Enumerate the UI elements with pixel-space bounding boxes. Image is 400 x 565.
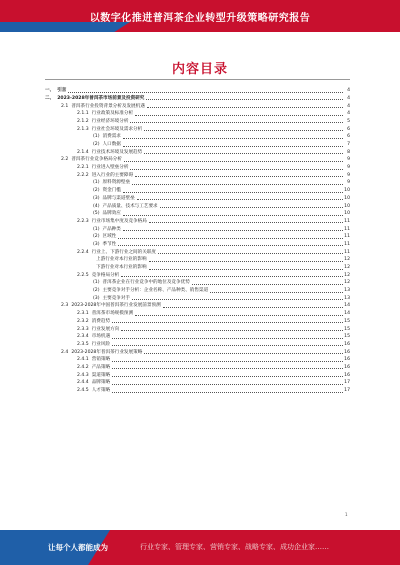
toc-entry-title: 普洱茶行业投资背景分析及发展机遇 <box>71 103 145 109</box>
toc-leader-dots <box>146 98 343 100</box>
toc-entry-number: 2.4.3 <box>77 372 89 378</box>
toc-entry-title: 品牌效应 <box>102 211 121 217</box>
toc-leader-dots <box>144 352 343 354</box>
toc-entry[interactable] <box>45 294 350 302</box>
toc-leader-dots <box>112 383 343 385</box>
toc-entry-number: 2.1 <box>61 103 69 109</box>
toc-entry-number: 2.1.4 <box>77 149 89 155</box>
toc-entry[interactable] <box>45 155 350 163</box>
toc-entry-title: 市场机遇 <box>91 334 111 340</box>
toc-entry[interactable] <box>45 117 350 125</box>
toc-leader-dots <box>121 275 343 277</box>
toc-leader-dots <box>123 229 343 231</box>
toc-leader-dots <box>112 337 343 339</box>
toc-entry-page: 12 <box>344 265 350 270</box>
toc-entry-title: 人才策略 <box>91 388 111 393</box>
toc-entry-title: 普洱茶市场规模预测 <box>91 311 134 317</box>
toc-entry-title: 营销策略 <box>91 357 111 363</box>
toc-entry-title: 人口数据 <box>102 142 121 147</box>
toc-entry-title: 行业风险 <box>91 341 111 347</box>
toc-leader-dots <box>149 221 343 223</box>
toc-entry-number: 2.4.1 <box>77 357 89 363</box>
toc-leader-dots <box>130 121 343 123</box>
toc-entry-page: 17 <box>344 380 350 386</box>
toc-heading: 内容目录 <box>171 62 228 77</box>
toc-entry[interactable] <box>45 86 350 94</box>
toc-entry-title: 2023-2028年普洱茶市场前景及投资研究 <box>57 95 145 101</box>
toc-entry-title: 上游行业对本行业的影响 <box>96 257 147 263</box>
toc-leader-dots <box>132 183 343 185</box>
toc-entry-number: (1) <box>93 134 100 140</box>
toc-entry-page: 15 <box>344 326 350 332</box>
toc-entry-title: 渠道策略 <box>91 372 111 378</box>
toc-entry-page: 4 <box>347 111 350 117</box>
toc-entry-page: 16 <box>344 364 350 370</box>
toc-entry[interactable] <box>45 363 350 371</box>
toc-leader-dots <box>132 298 343 300</box>
page-number: 1 <box>345 512 348 517</box>
toc-entry-page: 7 <box>347 142 350 147</box>
toc-entry-title: 主要竞争对手 <box>102 295 131 301</box>
toc-entry-page: 15 <box>344 318 350 324</box>
toc-entry[interactable] <box>45 355 350 363</box>
toc-entry[interactable] <box>45 186 350 194</box>
toc-leader-dots <box>112 360 343 362</box>
toc-entry-number: 2.3.3 <box>77 326 89 332</box>
toc-leader-dots <box>137 198 343 200</box>
toc-entry[interactable] <box>45 255 350 263</box>
toc-entry[interactable] <box>45 286 350 294</box>
toc-entry-page: 13 <box>344 295 350 301</box>
toc-leader-dots <box>144 129 343 131</box>
toc-entry-page: 9 <box>347 180 350 186</box>
toc-entry[interactable] <box>45 163 350 171</box>
toc-entry[interactable] <box>45 263 350 271</box>
toc-entry-page: 10 <box>344 195 350 201</box>
toc-entry-page: 9 <box>347 165 350 171</box>
page-footer <box>0 530 400 565</box>
toc-leader-dots <box>121 329 343 331</box>
toc-entry-number: (5) <box>93 211 100 217</box>
toc-entry-title: 行业政策及标准分析 <box>91 111 134 117</box>
toc-leader-dots <box>123 191 343 193</box>
toc-entry[interactable] <box>45 224 350 232</box>
toc-leader-dots <box>123 145 343 147</box>
toc-entry-title: 2023-2028年普洱茶行业发展策略 <box>71 349 143 355</box>
toc-leader-dots <box>123 214 343 216</box>
toc-entry[interactable] <box>45 101 350 109</box>
toc-leader-dots <box>149 268 343 270</box>
toc-entry[interactable] <box>45 148 350 156</box>
toc-entry-number: 2.4 <box>61 349 69 355</box>
toc-entry-page: 4 <box>347 88 350 94</box>
toc-entry-page: 12 <box>344 272 350 278</box>
toc-entry-title: 行业社会环境及需求分析 <box>91 126 143 132</box>
toc-entry-number: 2.1.1 <box>77 111 89 117</box>
toc-entry-title: 普洱茶企业在行业竞争中的地位及竞争优势 <box>102 280 190 286</box>
toc-entry-page: 14 <box>344 303 350 309</box>
toc-entry-number: 2.2.2 <box>77 172 89 178</box>
toc-entry[interactable] <box>45 301 350 309</box>
toc-entry-number: 2.2 <box>61 157 69 163</box>
toc-entry[interactable] <box>45 217 350 225</box>
toc-entry[interactable] <box>45 132 350 140</box>
toc-entry-page: 11 <box>344 218 350 224</box>
toc-entry[interactable] <box>45 340 350 348</box>
toc-entry-number: 二、 <box>45 95 55 101</box>
toc-leader-dots <box>135 314 343 316</box>
toc-entry-title: 原料资源壁垒 <box>102 180 131 186</box>
toc-entry-page: 6 <box>347 126 350 132</box>
toc-entry-number: 2.4.5 <box>77 388 89 393</box>
toc-entry-page: 8 <box>347 149 350 155</box>
toc-entry[interactable] <box>45 378 350 386</box>
toc-entry-title: 下游行业对本行业的影响 <box>96 265 147 270</box>
toc-entry-number: (2) <box>93 188 100 194</box>
toc-entry-title: 2023-2028年中国普洱茶行业发展前景预测 <box>71 303 161 309</box>
toc-entry-page: 9 <box>347 172 350 178</box>
toc-leader-dots <box>124 160 343 162</box>
toc-entry-title: 品牌与渠道壁垒 <box>102 195 135 201</box>
toc-entry-page: 16 <box>344 341 350 347</box>
toc-entry-title: 引言 <box>57 88 67 94</box>
toc-entry-title: 行业技术环境及发展趋势 <box>91 149 143 155</box>
toc-entry-page: 6 <box>347 134 350 140</box>
toc-leader-dots <box>112 321 343 323</box>
toc-entry-title: 资金门槛 <box>102 188 121 194</box>
toc-entry[interactable] <box>45 247 350 255</box>
toc-entry-title: 季节性 <box>102 241 117 247</box>
toc-entry-number: 2.3.5 <box>77 341 89 347</box>
toc-leader-dots <box>135 114 343 116</box>
toc-entry[interactable] <box>45 232 350 240</box>
toc-entry-number: 2.3.1 <box>77 311 89 317</box>
toc-entry-title: 区域性 <box>102 234 117 240</box>
toc-entry-number: 2.4.2 <box>77 364 89 370</box>
toc-leader-dots <box>147 106 343 108</box>
toc-entry-page: 4 <box>347 103 350 109</box>
toc-entry[interactable] <box>45 278 350 286</box>
toc-leader-dots <box>112 367 343 369</box>
toc-entry-title: 消费需求 <box>102 134 121 140</box>
toc-entry-title: 普洱茶行业竞争格局分析 <box>71 157 122 163</box>
toc-entry[interactable] <box>45 324 350 332</box>
toc-entry-page: 9 <box>347 157 350 163</box>
toc-entry-number: (1) <box>93 280 100 286</box>
toc-entry-number: 2.2.3 <box>77 218 89 224</box>
toc-entry-number: (1) <box>93 180 100 186</box>
toc-entry-title: 行业发展方向 <box>91 326 120 332</box>
footer-tagline: 行业专家、管理专家、营销专家、战略专家、成功企业家…… <box>140 543 329 551</box>
toc-entry[interactable] <box>45 309 350 317</box>
toc-leader-dots <box>123 137 343 139</box>
toc-leader-dots <box>144 152 343 154</box>
toc-entry[interactable] <box>45 332 350 340</box>
toc-entry-number: 2.4.4 <box>77 380 89 386</box>
toc-entry-title: 竞争格局分析 <box>91 272 120 278</box>
toc-entry-number: 2.2.5 <box>77 272 89 278</box>
toc-entry-number: (2) <box>93 288 100 294</box>
toc-entry-number: (3) <box>93 195 100 201</box>
toc-entry-number: (3) <box>93 295 100 301</box>
toc-entry-page: 16 <box>344 372 350 378</box>
toc-entry-title: 产品策略 <box>91 364 111 370</box>
toc-entry[interactable] <box>45 109 350 117</box>
toc-entry-number: 2.1.2 <box>77 118 89 124</box>
toc-entry-page: 16 <box>344 349 350 355</box>
page-header <box>0 0 400 32</box>
toc-entry-number: (3) <box>93 241 100 247</box>
toc-entry[interactable] <box>45 171 350 179</box>
toc-entry-page: 11 <box>344 241 350 247</box>
toc-entry[interactable] <box>45 124 350 132</box>
toc-entry[interactable] <box>45 201 350 209</box>
toc-entry-page: 12 <box>344 280 350 286</box>
toc-entry-number: 2.3.4 <box>77 334 89 340</box>
toc-entry[interactable] <box>45 317 350 325</box>
toc-leader-dots <box>130 168 343 170</box>
toc-entry-title: 产品质量、技术与工艺要求 <box>102 203 158 209</box>
toc-entry-number: (4) <box>93 203 100 209</box>
table-of-contents <box>45 86 350 394</box>
toc-leader-dots <box>112 391 343 393</box>
toc-entry-title: 行业市场集中度及竞争格局 <box>91 218 147 224</box>
toc-entry-page: 12 <box>344 257 350 263</box>
toc-leader-dots <box>118 237 343 239</box>
toc-entry-page: 10 <box>344 203 350 209</box>
toc-entry-page: 4 <box>347 95 350 101</box>
toc-entry-number: 2.2.1 <box>77 165 89 171</box>
toc-entry-title: 产品种类 <box>102 226 121 232</box>
toc-entry-page: 11 <box>344 234 350 240</box>
toc-entry-title: 行业经济环境分析 <box>91 118 129 124</box>
toc-entry-number: 一、 <box>45 88 55 94</box>
toc-entry[interactable] <box>45 271 350 279</box>
toc-entry[interactable] <box>45 209 350 217</box>
toc-entry-title: 进入行业的主要障碍 <box>91 172 134 178</box>
toc-entry-page: 10 <box>344 188 350 194</box>
toc-entry[interactable] <box>45 178 350 186</box>
toc-entry-page: 10 <box>344 211 350 217</box>
toc-entry-title: 主要竞争对手分析：企业名称、产品种类、销售渠道 <box>102 288 209 294</box>
toc-leader-dots <box>192 283 343 285</box>
toc-entry[interactable] <box>45 386 350 394</box>
toc-leader-dots <box>160 206 343 208</box>
toc-leader-dots <box>112 375 343 377</box>
toc-entry[interactable] <box>45 240 350 248</box>
toc-entry-title: 品牌策略 <box>91 380 111 386</box>
toc-leader-dots <box>135 175 343 177</box>
toc-leader-dots <box>68 91 343 93</box>
toc-entry-title: 消费趋势 <box>91 318 111 324</box>
toc-leader-dots <box>149 260 343 262</box>
toc-entry-number: 2.3 <box>61 303 69 309</box>
toc-leader-dots <box>112 344 343 346</box>
toc-entry-number: (2) <box>93 234 100 240</box>
toc-entry[interactable] <box>45 347 350 355</box>
toc-entry[interactable] <box>45 94 350 102</box>
toc-entry-number: (1) <box>93 226 100 232</box>
toc-divider <box>45 79 350 80</box>
toc-leader-dots <box>163 306 343 308</box>
toc-entry-title: 行业进入壁垒分析 <box>91 165 129 171</box>
toc-entry-page: 11 <box>344 249 350 255</box>
toc-entry[interactable] <box>45 194 350 202</box>
toc-entry-page: 16 <box>344 357 350 363</box>
toc-leader-dots <box>210 291 343 293</box>
toc-entry-page: 5 <box>347 118 350 124</box>
toc-entry-number: 2.3.2 <box>77 318 89 324</box>
toc-leader-dots <box>118 244 343 246</box>
toc-entry-page: 14 <box>344 311 350 317</box>
toc-entry-number: 2.2.4 <box>77 249 89 255</box>
toc-entry-page: 15 <box>344 334 350 340</box>
toc-entry-page: 13 <box>344 288 350 294</box>
toc-entry[interactable] <box>45 140 350 148</box>
toc-entry-title: 行业上、下游行业之间的关联度 <box>91 249 157 255</box>
toc-entry-page: 11 <box>344 226 350 232</box>
toc-entry-number: 2.1.3 <box>77 126 89 132</box>
toc-entry-page: 17 <box>344 388 350 393</box>
toc-entry[interactable] <box>45 370 350 378</box>
footer-slogan: 让每个人都能成为 <box>48 543 108 552</box>
toc-leader-dots <box>158 252 343 254</box>
toc-entry-number: (2) <box>93 142 100 147</box>
report-title: 以数字化推进普洱茶企业转型升级策略研究报告 <box>89 13 311 24</box>
